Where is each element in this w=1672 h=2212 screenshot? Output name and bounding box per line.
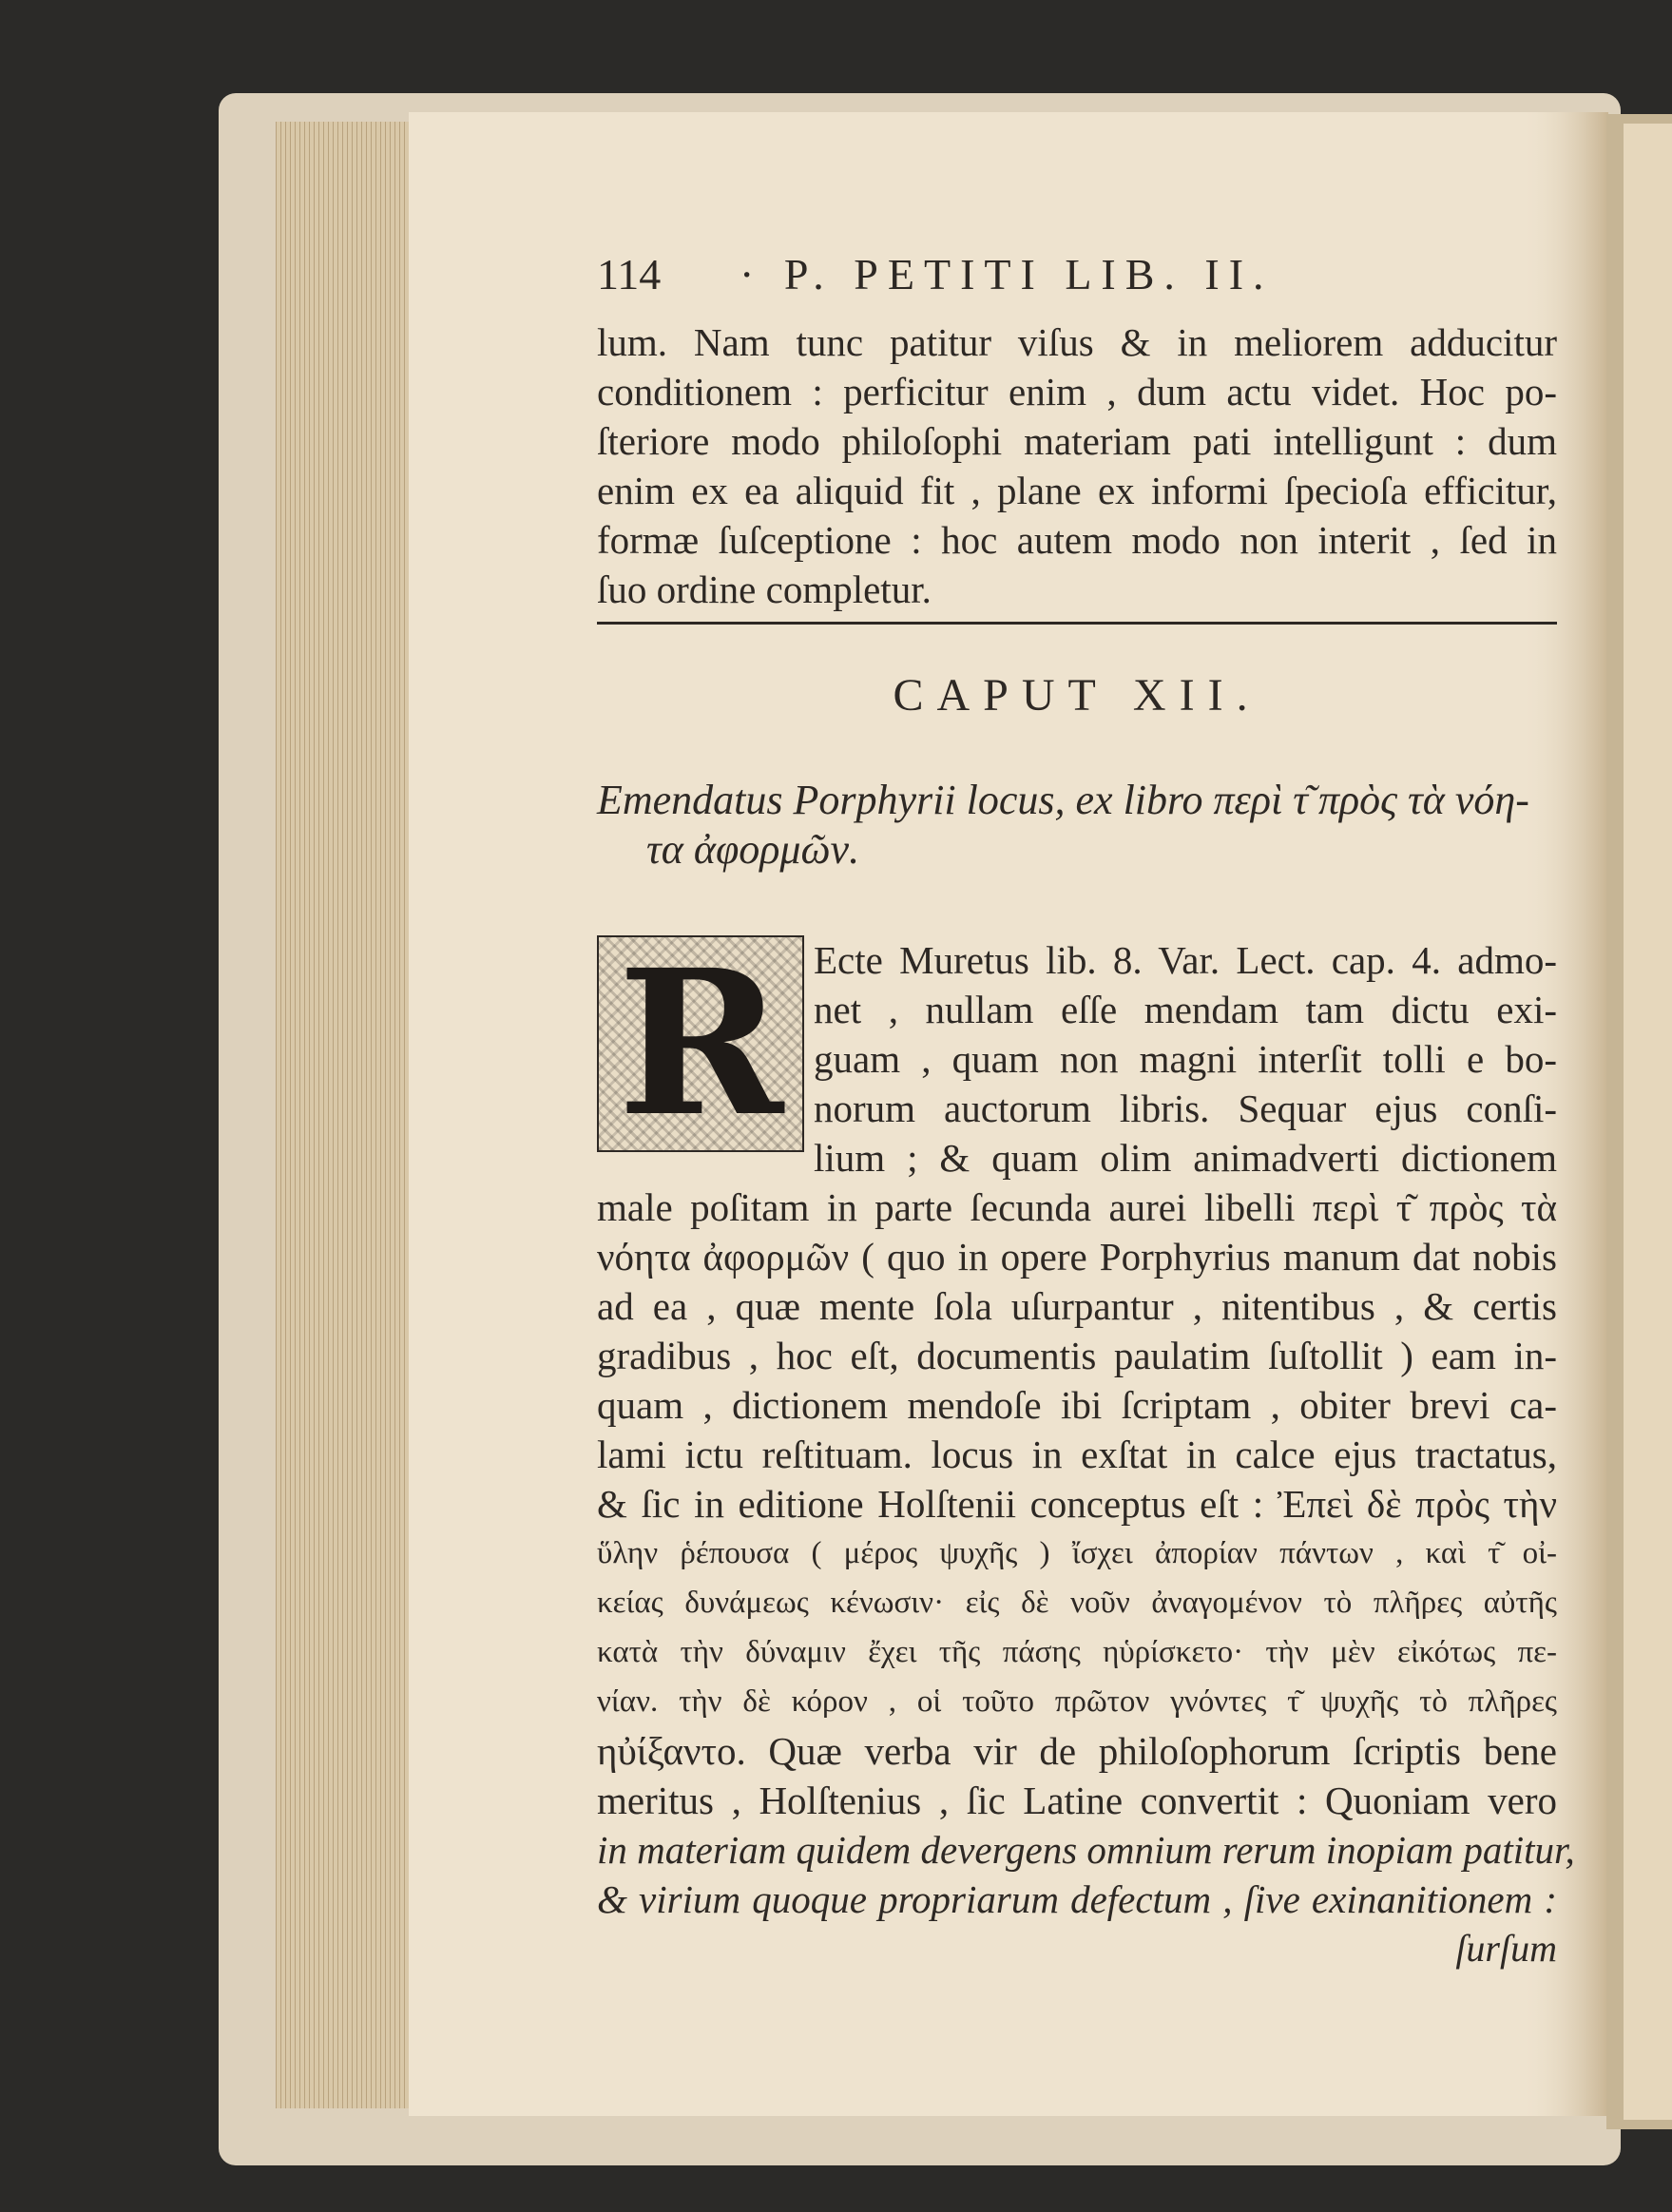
chapter-summary-line: τα ἀφορμῶν. xyxy=(646,826,860,873)
text-line: net , nullam eſſe mendam tam dictu exi- xyxy=(814,988,1557,1031)
italic-text-line: in materiam quidem devergens omnium rerum inopiam patitur, xyxy=(597,1828,1575,1872)
text-line: ſuo ordine completur. xyxy=(597,567,932,611)
text-line: meritus , Holſtenius , ſic Latine convertit : Quoniam vero xyxy=(597,1779,1557,1822)
text-line: νόητα ἀφορμῶν ( quo in opere Porphyrius manum dat nobis xyxy=(597,1235,1557,1279)
text-line: enim ex ea aliquid fit , plane ex informi ſpecioſa efficitur, xyxy=(597,469,1557,512)
text-line: ηὐίξαντο. Quæ verba vir de philoſophorum ſcriptis bene xyxy=(597,1729,1557,1773)
catchword: ſurſum xyxy=(1455,1927,1557,1970)
greek-text-line: κατὰ τὴν δύναμιν ἔχει τῆς πάσης ηὑρίσκετο· τὴν μὲν εἰκότως πε- xyxy=(597,1635,1557,1669)
text-line: male poſitam in parte ſecunda aurei libelli περὶ τ͂ πρὸς τὰ xyxy=(597,1185,1557,1229)
running-header xyxy=(597,249,1452,306)
running-head: · P. PETITI LIB. II. xyxy=(740,250,1274,298)
text-line: gradibus , hoc eſt, documentis paulatim ſuſtollit ) eam in- xyxy=(597,1334,1557,1377)
text-line: Ecte Muretus lib. 8. Var. Lect. cap. 4. admo- xyxy=(814,938,1557,982)
text-line: conditionem : perficitur enim , dum actu videt. Hoc po- xyxy=(597,370,1557,414)
text-line: formæ ſuſceptione : hoc autem modo non interit , ſed in xyxy=(597,518,1557,562)
greek-text-line: νίαν. τὴν δὲ κόρον , οἱ τοῦτο πρῶτον γνόντες τ͂ ψυχῆς τὸ πλῆρες xyxy=(597,1684,1557,1719)
text-line: guam , quam non magni interſit tolli e bo- xyxy=(814,1037,1557,1081)
section-rule xyxy=(597,622,1557,625)
greek-text-line: κείας δυνάμεως κένωσιν· εἰς δὲ νοῦν ἀναγομένον τὸ πλῆρες αὐτῆς xyxy=(597,1586,1557,1620)
text-line: quam , dictionem mendoſe ibi ſcriptam , obiter brevi ca- xyxy=(597,1383,1557,1427)
greek-text-line: ὕλην ῥέπουσα ( μέρος ψυχῆς ) ἴσχει ἀπορίαν πάντων , καὶ τ͂ οἰ- xyxy=(597,1536,1557,1570)
page-number: 114 xyxy=(597,250,662,298)
ornamental-drop-cap xyxy=(597,926,804,1161)
text-line: ad ea , quæ mente ſola uſurpantur , nitentibus , & certis xyxy=(597,1284,1557,1328)
text-line: & ſic in editione Holſtenii conceptus eſt : Ἐπεὶ δὲ πρὸς τὴν xyxy=(597,1482,1557,1526)
text-line: norum auctorum libris. Sequar ejus conſi- xyxy=(814,1087,1557,1130)
text-line: ſteriore modo philoſophi materiam pati intelligunt : dum xyxy=(597,419,1557,463)
chapter-heading: CAPUT XII. xyxy=(893,670,1261,721)
text-line: lium ; & quam olim animadverti dictionem xyxy=(814,1136,1557,1180)
chapter-summary-line: Emendatus Porphyrii locus, ex libro περὶ τ͂ πρὸς τὰ νόη- xyxy=(597,777,1529,823)
text-line: lum. Nam tunc patitur viſus & in meliorem adducitur xyxy=(597,320,1557,364)
facing-page-strip xyxy=(1624,124,1672,2120)
drop-cap-letter: R xyxy=(617,926,784,1161)
text-line: lami ictu reſtituam. locus in exſtat in calce ejus tractatus, xyxy=(597,1433,1557,1476)
page-block-edge xyxy=(276,122,418,2108)
italic-text-line: & virium quoque propriarum defectum , ſive exinanitionem : xyxy=(597,1877,1557,1921)
